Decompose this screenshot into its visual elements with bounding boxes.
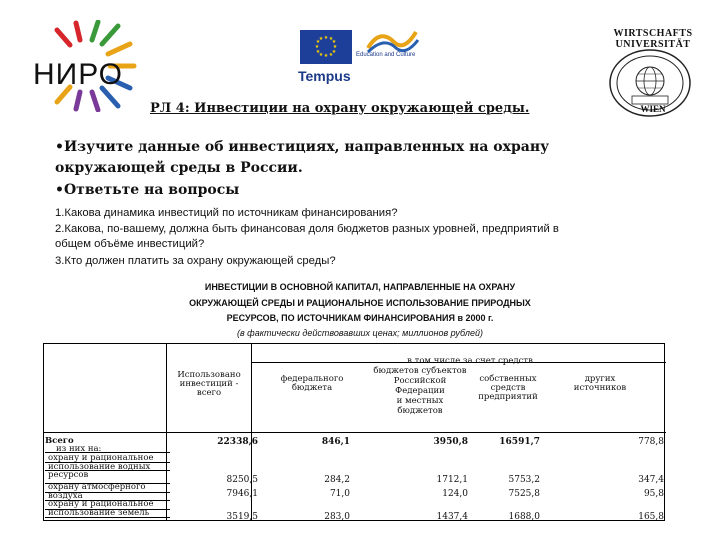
label-rule bbox=[45, 492, 170, 493]
row-label-land-line2: использование земель bbox=[48, 507, 150, 518]
table-title-units: (в фактически действовавших ценах; миллионов рублей) bbox=[236, 328, 483, 338]
col-header-regional bbox=[370, 366, 470, 416]
col-header-federal-line1: федерального bbox=[280, 374, 344, 384]
svg-text:★: ★ bbox=[331, 39, 337, 45]
cell-air-regional: 124,0 bbox=[442, 489, 468, 499]
col-header-other-line2: источников bbox=[573, 383, 627, 393]
cell-total-total: 22338,6 bbox=[217, 437, 258, 447]
table-divider-header bbox=[44, 432, 666, 433]
tempus-logo-text: Tempus bbox=[298, 68, 351, 84]
cell-water-total: 8250,5 bbox=[226, 475, 258, 485]
cell-air-other: 95,8 bbox=[643, 489, 664, 499]
cell-air-own: 7525,8 bbox=[508, 489, 540, 499]
education-culture-caption: Education and Culture bbox=[356, 52, 416, 58]
cell-total-federal: 846,1 bbox=[321, 437, 350, 447]
col-header-total-line1: Использовано bbox=[177, 370, 241, 380]
row-label-water-line3: ресурсов bbox=[48, 470, 89, 480]
cell-water-own: 5753,2 bbox=[508, 475, 540, 485]
label-rule bbox=[45, 509, 170, 510]
row-label-water bbox=[48, 454, 154, 480]
row-label-air-line2: воздуха bbox=[48, 490, 83, 501]
svg-text:★: ★ bbox=[331, 49, 337, 55]
cell-land-total: 3519,5 bbox=[226, 512, 258, 522]
label-rule bbox=[45, 470, 170, 471]
col-header-total-line2: инвестиций - bbox=[179, 379, 239, 389]
table-title-line2: ОКРУЖАЮЩЕЙ СРЕДЫ И РАЦИОНАЛЬНОЕ ИСПОЛЬЗОВАНИЕ ПРИРОДНЫХ bbox=[189, 298, 531, 308]
col-header-regional-line3: Федерации bbox=[395, 386, 445, 396]
col-header-regional-line4: и местных bbox=[396, 396, 444, 406]
wu-logo-line1: WIRTSCHAFTS bbox=[613, 28, 693, 39]
col-header-own-line3: предприятий bbox=[478, 392, 538, 402]
svg-text:★: ★ bbox=[328, 36, 334, 42]
col-header-other-line1: других bbox=[584, 374, 616, 384]
wu-logo-bottom: WIEN bbox=[640, 104, 666, 114]
label-rule bbox=[45, 462, 170, 463]
question-2-line1: 2.Какова, по-вашему, должна быть финансовая доля бюджетов разных уровней, предприятий в bbox=[55, 223, 559, 235]
cell-land-other: 165,8 bbox=[638, 512, 664, 522]
eu-flag-icon bbox=[300, 30, 352, 64]
cell-total-own: 16591,7 bbox=[499, 437, 540, 447]
svg-text:★: ★ bbox=[315, 39, 321, 45]
row-label-of-which: из них на: bbox=[56, 444, 102, 454]
svg-text:★: ★ bbox=[318, 52, 324, 58]
cell-water-federal: 284,2 bbox=[324, 475, 350, 485]
group-header: в том числе за счет средств bbox=[407, 356, 533, 366]
svg-text:★: ★ bbox=[323, 53, 329, 59]
row-label-total: Всего bbox=[45, 436, 74, 446]
svg-text:★: ★ bbox=[323, 35, 329, 41]
col-header-total bbox=[170, 371, 248, 398]
col-header-federal bbox=[272, 375, 352, 393]
table-title-line1: ИНВЕСТИЦИИ В ОСНОВНОЙ КАПИТАЛ, НАПРАВЛЕННЫЕ НА ОХРАНУ bbox=[204, 282, 516, 292]
col-header-own-line1: собственных bbox=[479, 374, 537, 384]
row-label-water-line1: охрану и рациональное bbox=[48, 453, 154, 463]
niro-logo-text: НИРО bbox=[33, 58, 123, 91]
bullet-answer: •Ответьте на вопросы bbox=[55, 182, 240, 198]
cell-total-regional: 3950,8 bbox=[433, 437, 468, 447]
col-header-own bbox=[468, 375, 548, 402]
wu-logo-line2: UNIVERSITÄT bbox=[615, 39, 691, 50]
label-rule bbox=[45, 483, 170, 484]
table-title-line3: РЕСУРСОВ, ПО ИСТОЧНИКАМ ФИНАНСИРОВАНИЯ в 2000 г. bbox=[226, 313, 494, 323]
col-header-total-line3: всего bbox=[196, 388, 222, 398]
question-2-line2: общем объёме инвестиций? bbox=[55, 238, 205, 250]
svg-text:★: ★ bbox=[332, 44, 338, 50]
label-rule bbox=[45, 500, 170, 501]
svg-text:★: ★ bbox=[315, 49, 321, 55]
slide-title: РЛ 4: Инвестиции на охрану окружающей среды. bbox=[150, 101, 530, 116]
wu-logo-top bbox=[598, 28, 708, 50]
col-header-own-line2: средств bbox=[490, 383, 526, 393]
label-rule bbox=[45, 517, 170, 518]
question-1: 1.Какова динамика инвестиций по источникам финансирования? bbox=[55, 207, 398, 219]
bullet-study-line2: окружающей среды в России. bbox=[55, 160, 303, 176]
col-header-other bbox=[560, 375, 640, 393]
cell-air-total: 7946,1 bbox=[226, 489, 258, 499]
question-3: 3.Кто должен платить за охрану окружающей среды? bbox=[55, 255, 336, 267]
cell-land-regional: 1437,4 bbox=[436, 512, 468, 522]
cell-water-regional: 1712,1 bbox=[436, 475, 468, 485]
svg-text:★: ★ bbox=[314, 44, 320, 50]
col-header-regional-line5: бюджетов bbox=[397, 406, 443, 416]
svg-text:★: ★ bbox=[328, 52, 334, 58]
cell-land-federal: 283,0 bbox=[324, 512, 350, 522]
col-header-federal-line2: бюджета bbox=[291, 383, 333, 393]
row-label-air-line1: охрану атмосферного bbox=[48, 482, 146, 492]
svg-text:★: ★ bbox=[318, 36, 324, 42]
row-label-water-line2: использование водных bbox=[48, 461, 151, 472]
cell-land-own: 1688,0 bbox=[508, 512, 540, 522]
col-header-regional-line2: Российской bbox=[393, 376, 447, 386]
col-header-regional-line1: бюджетов субъектов bbox=[373, 366, 467, 376]
row-label-land-line1: охрану и рациональное bbox=[48, 499, 154, 509]
cell-water-other: 347,4 bbox=[638, 475, 664, 485]
cell-air-federal: 71,0 bbox=[329, 489, 350, 499]
bullet-study-line1: •Изучите данные об инвестициях, направленных на охрану bbox=[55, 139, 550, 155]
label-rule bbox=[45, 452, 170, 453]
cell-total-other: 778,8 bbox=[638, 437, 664, 447]
